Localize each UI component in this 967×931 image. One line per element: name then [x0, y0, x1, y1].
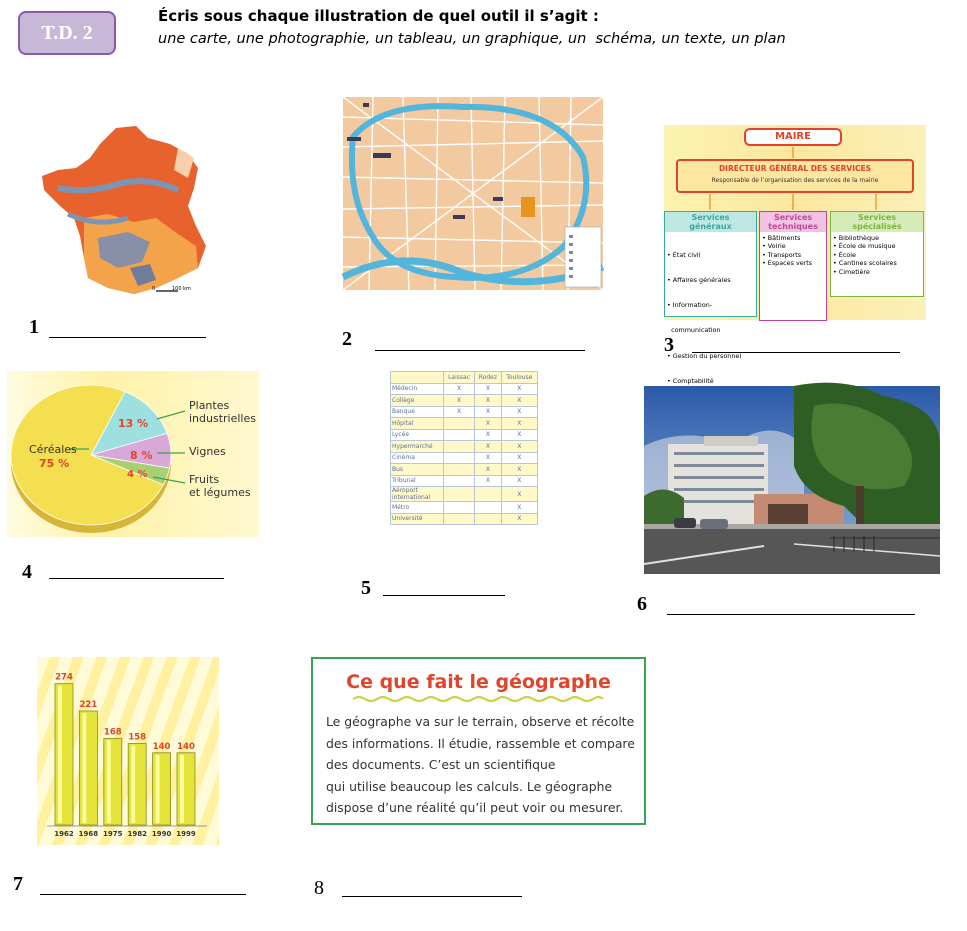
bar	[153, 753, 171, 825]
item-number-2: 2	[342, 328, 352, 350]
table-cell: X	[475, 418, 502, 430]
item-number-5: 5	[361, 577, 371, 599]
text-document-title: Ce que fait le géographe	[346, 671, 611, 693]
bar	[128, 743, 146, 825]
bar-category-label: 1968	[78, 830, 99, 838]
text-line: des documents. C’est un scientifique	[326, 757, 556, 772]
table-cell	[444, 429, 475, 441]
bar-value-label: 140	[177, 741, 195, 752]
org-col3-item: • Bibliothèque	[833, 234, 880, 242]
table-row	[391, 406, 538, 418]
org-col1-title1: Services	[691, 213, 730, 222]
org-col3-title2: spécialisés	[852, 222, 902, 231]
table-header-cell	[391, 372, 444, 384]
item-number-6: 6	[637, 593, 647, 615]
text-line: des informations. Il étudie, rassemble et compare	[326, 735, 635, 751]
pie-label-vines: Vignes	[189, 445, 226, 458]
org-column-specialised	[830, 211, 924, 297]
table-cell	[475, 502, 502, 514]
bar-highlight	[131, 745, 135, 823]
bar-value-label: 140	[152, 741, 171, 752]
table-row	[391, 441, 538, 453]
table-cell: Tribunal	[391, 475, 444, 487]
table-row	[391, 418, 538, 430]
answer-line-2[interactable]	[375, 350, 585, 351]
pie-value-cereals: 75 %	[39, 457, 70, 470]
org-col2-item: • Transports	[762, 250, 802, 259]
bar-value-label: 274	[55, 672, 73, 683]
table-cell: X	[501, 383, 537, 395]
table-row	[391, 395, 538, 407]
pie-label-plants	[189, 399, 256, 425]
table-row	[391, 464, 538, 476]
org-col3-item: • Cimetière	[833, 267, 870, 276]
text-line: dispose d’une réalité qu’il peut voir ou mesurer.	[326, 800, 624, 815]
table-cell: Hypermarché	[391, 441, 444, 453]
pie-value-vines: 8 %	[130, 449, 153, 462]
table-header-cell: Rodez	[475, 372, 502, 384]
bar-category-label: 1999	[176, 830, 196, 838]
table-cell: X	[501, 418, 537, 430]
title-underline-wave	[353, 695, 603, 703]
table-cell	[444, 464, 475, 476]
td-badge: T.D. 2	[18, 11, 116, 55]
table-cell: X	[501, 441, 537, 453]
answer-line-4[interactable]	[49, 578, 224, 579]
org-col2-item: • Bâtiments	[762, 234, 801, 242]
table-cell: X	[444, 383, 475, 395]
table-cell: X	[475, 395, 502, 407]
bar-category-label: 1990	[151, 830, 172, 838]
answer-line-6[interactable]	[667, 614, 915, 615]
table-cell: X	[501, 452, 537, 464]
instruction-text: Écris sous chaque illustration de quel outil il s’agit :	[158, 7, 599, 25]
table-row	[391, 475, 538, 487]
table-cell: Aéroport international	[391, 487, 444, 502]
table-row	[391, 383, 538, 395]
table-cell: Cinéma	[391, 452, 444, 464]
org-col1-item: • Comptabilité	[667, 376, 714, 385]
table-cell: X	[501, 502, 537, 514]
bar-highlight	[107, 740, 111, 823]
town-plan-illustration	[343, 97, 603, 290]
org-col3-title1: Services	[857, 213, 897, 222]
photograph-illustration	[644, 386, 940, 574]
org-chart-illustration	[664, 125, 926, 385]
table-row	[391, 513, 538, 525]
table-header-cell: Toulouse	[501, 372, 537, 384]
item-number-1: 1	[29, 316, 39, 338]
table-cell	[444, 441, 475, 453]
org-col3-item: • École	[833, 250, 856, 259]
answer-line-1[interactable]	[49, 337, 206, 338]
org-col1-item: • Information-	[667, 301, 713, 310]
table-cell: Université	[391, 513, 444, 525]
bar-category-label: 1975	[103, 830, 123, 838]
bar-value-label: 158	[128, 732, 147, 743]
bar-chart-illustration	[37, 657, 219, 845]
pie-chart-illustration	[7, 371, 259, 537]
org-col2-item: • Voirie	[762, 242, 786, 251]
table-cell: X	[501, 395, 537, 407]
table-cell	[444, 487, 475, 502]
table-illustration	[390, 371, 538, 556]
table-cell	[444, 452, 475, 464]
org-col2-title1: Services	[773, 213, 813, 222]
table-cell: Métro	[391, 502, 444, 514]
table-cell	[475, 487, 502, 502]
bar	[79, 711, 97, 825]
table-cell: Médecin	[391, 383, 444, 395]
table-cell	[444, 418, 475, 430]
table-cell	[444, 513, 475, 525]
org-column-technical	[759, 211, 827, 321]
answer-line-8[interactable]	[342, 896, 522, 897]
bar-category-label: 1982	[127, 830, 147, 838]
pie-value-plants: 13 %	[118, 417, 149, 430]
bar-value-label: 221	[79, 699, 98, 710]
item-number-7: 7	[13, 873, 23, 895]
org-director-title: DIRECTEUR GÉNÉRAL DES SERVICES	[718, 164, 872, 173]
bar-highlight	[82, 713, 86, 823]
france-map-illustration	[38, 118, 228, 308]
table-cell: Bus	[391, 464, 444, 476]
table-row	[391, 452, 538, 464]
text-document-body	[326, 711, 638, 819]
table-cell: X	[475, 429, 502, 441]
pie-label-fruits-1: Fruits	[189, 473, 220, 486]
table-cell: X	[475, 475, 502, 487]
bar	[177, 753, 195, 825]
answer-line-3[interactable]	[692, 352, 900, 353]
pie-label-fruits-2: et légumes	[189, 486, 251, 499]
org-connectors	[664, 125, 926, 215]
table-cell: X	[501, 487, 537, 502]
item-number-8: 8	[314, 877, 324, 899]
table-row	[391, 502, 538, 514]
table-cell: X	[501, 429, 537, 441]
table-cell: X	[501, 513, 537, 525]
table-header-cell: Laissac	[444, 372, 475, 384]
org-col1-item: • Gestion du personnel	[667, 351, 742, 360]
item-number-3: 3	[664, 334, 674, 356]
org-col1-item: • État civil	[667, 250, 701, 259]
org-director-subtitle: Responsable de l’organisation des services de la mairie	[711, 177, 879, 184]
pie-label-fruits	[189, 473, 251, 499]
services-table	[390, 371, 538, 525]
pie-label-cereals: Céréales	[29, 443, 77, 456]
org-mayor-box: MAIRE	[744, 128, 842, 146]
table-cell: Collège	[391, 395, 444, 407]
text-line: qui utilise beaucoup les calculs. Le géographe	[326, 778, 613, 794]
table-cell: X	[475, 464, 502, 476]
text-document-illustration	[311, 657, 646, 825]
table-cell: X	[475, 452, 502, 464]
bar	[55, 684, 73, 825]
table-header-row	[391, 372, 538, 384]
org-col1-item: communication	[667, 326, 721, 335]
table-cell: X	[475, 441, 502, 453]
table-cell: X	[475, 383, 502, 395]
table-cell	[444, 502, 475, 514]
bar-value-label: 168	[103, 727, 122, 738]
table-row	[391, 487, 538, 502]
map-scale-zero: 0	[152, 286, 156, 292]
table-cell: X	[444, 395, 475, 407]
org-col2-item: • Espaces verts	[762, 259, 813, 268]
table-cell: Lycée	[391, 429, 444, 441]
table-cell: X	[501, 406, 537, 418]
table-cell: X	[501, 464, 537, 476]
pie-label-plants-2: industrielles	[189, 412, 256, 425]
answer-line-7[interactable]	[40, 894, 246, 895]
bar-highlight	[156, 755, 160, 823]
table-cell: X	[501, 475, 537, 487]
org-col1-title2: généraux	[689, 222, 732, 231]
table-cell	[475, 513, 502, 525]
table-cell: Banque	[391, 406, 444, 418]
answer-line-5[interactable]	[383, 595, 505, 596]
org-col3-item: • École de musique	[833, 242, 896, 251]
bar	[104, 738, 122, 825]
table-cell: Hôpital	[391, 418, 444, 430]
map-scale-label: 100 km	[172, 286, 191, 292]
bar-highlight	[58, 686, 62, 823]
org-column-general	[664, 211, 757, 385]
table-cell: X	[475, 406, 502, 418]
table-cell	[444, 475, 475, 487]
bar-highlight	[180, 755, 184, 823]
org-col3-item: • Cantines scolaires	[833, 259, 897, 268]
pie-label-plants-1: Plantes	[189, 399, 230, 412]
tools-list: une carte, une photographie, un tableau, un graphique, un schéma, un texte, un plan	[158, 31, 786, 47]
org-col2-title2: techniques	[768, 222, 818, 231]
bar-category-label: 1962	[54, 830, 74, 838]
text-line: Le géographe va sur le terrain, observe et récolte	[326, 714, 635, 729]
table-cell: X	[444, 406, 475, 418]
table-row	[391, 429, 538, 441]
pie-value-fruits: 4 %	[127, 469, 148, 480]
item-number-4: 4	[22, 561, 32, 583]
org-col1-item: • Affaires générales	[667, 276, 731, 285]
